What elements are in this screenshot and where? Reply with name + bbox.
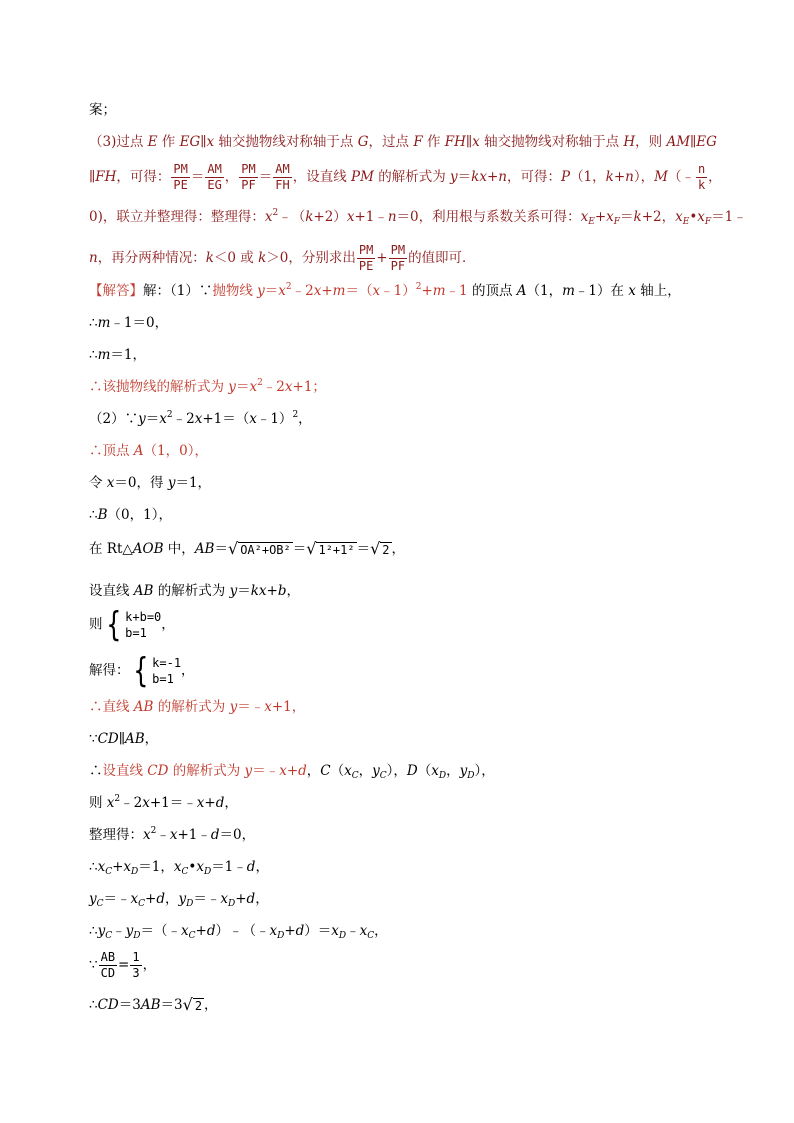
- line-20: 则 $x^2﹣2x+1=﹣x+d$，: [89, 794, 238, 811]
- line-23: $y_C=﹣x_C+d$，$y_D=﹣x_D+d$，: [89, 891, 269, 909]
- fraction-am-eg: $\frac{AM}{EG}$: [207, 162, 222, 192]
- line-0: 案；: [89, 102, 116, 118]
- fraction-ab-cd: $\frac{AB}{CD}$: [100, 950, 116, 980]
- line-18: ∵CD∥AB，: [89, 731, 159, 747]
- line-24: $\therefore y_C﹣y_D=(﹣x_C+d)﹣(﹣x_D+d)=x_D﹣x_C$，: [89, 923, 388, 941]
- equation-system-2: { k=-1 b=1: [132, 651, 182, 691]
- fraction-pm-pe: $\frac{PM}{PE}$: [173, 162, 188, 192]
- fraction-am-fh: $\frac{AM}{FH}$: [275, 162, 290, 192]
- fraction-pm-pf-2: $\frac{PM}{PF}$: [390, 243, 406, 273]
- equation-system-1: { k+b=0 b=1: [105, 605, 162, 645]
- line-6: ∴m﹣1＝0，: [89, 315, 169, 331]
- line-9: $(2)\because y=x^2﹣2x+1=(x﹣1)^2$，: [89, 410, 312, 427]
- line-25: ∵ $\frac{AB}{CD}$ = $\frac{1}{3}$ ，: [89, 950, 157, 980]
- line-2: ∥FH，可得： $\frac{PM}{PE}$ ＝ $\frac{AM}{EG}$ ， $\frac{PM}{PF}$ ＝ $\frac{AM}{FH}$ ，设直线 PM 的解析式为 y＝kx+n，可得：P（1，k+n），M（﹣ $\frac{n}{k}$ ，: [89, 162, 722, 192]
- line-10: ∴顶点 A（1，0），: [89, 443, 208, 459]
- line-13: 在 Rt△AOB 中，AB＝√ OA²+OB² ＝√ 1²+1² ＝√ 2 ，: [89, 539, 406, 558]
- line-17: ∴直线 AB 的解析式为 y＝﹣x+1，: [89, 699, 306, 715]
- line-21: 整理得：$x^2﹣x+1﹣d=0$，: [89, 826, 256, 843]
- line-4: n，再分两种情况：k＜0 或 k＞0，分别求出 $\frac{PM}{PE}$ + $\frac{PM}{PF}$ 的值即可．: [89, 243, 476, 273]
- line-5: 【解答】解：（1）∵抛物线 $y=x^2﹣2x+m=(x﹣1)^2+m﹣1$ 的顶点 A（1，m﹣1）在 x 轴上，: [89, 282, 681, 299]
- fraction-n-k: $\frac{n}{k}$: [697, 162, 706, 192]
- line-3: 0)，联立并整理得：整理得：$x^2﹣(k+2)x+1﹣n=0$，利用根与系数关系可得：$x_E+x_F=k+2$，$x_E•x_F=1﹣$: [89, 208, 747, 227]
- fraction-pm-pe-2: $\frac{PM}{PE}$: [358, 243, 374, 273]
- fraction-pm-pf: $\frac{PM}{PF}$: [241, 162, 256, 192]
- line-1: （3)过点 E 作 EG∥x 轴交抛物线对称轴于点 G，过点 F 作 FH∥x 轴交抛物线对称轴于点 H，则 AM∥EG: [89, 134, 717, 150]
- answer-tag: 【解答】: [89, 283, 143, 299]
- line-8: ∴该抛物线的解析式为 $y=x^2﹣2x+1$；: [89, 378, 326, 395]
- line-7: ∴m＝1，: [89, 347, 146, 363]
- sqrt-one-one: √ 1²+1²: [306, 539, 355, 558]
- sqrt-oa-ob: √ OA²+OB²: [227, 539, 291, 558]
- line-12: ∴B（0，1），: [89, 507, 172, 523]
- line-14: 设直线 AB 的解析式为 y＝kx+b，: [89, 583, 300, 599]
- line-26: ∴CD＝3AB＝3√ 2 ，: [89, 995, 218, 1014]
- fraction-one-three: $\frac{1}{3}$: [132, 950, 140, 980]
- line-22: $\therefore x_C+x_D=1$，$x_C•x_D=1﹣d$，: [89, 859, 269, 877]
- line-16: 解得： { k=-1 b=1 ，: [89, 651, 195, 691]
- line-11: 令 x＝0，得 y＝1，: [89, 475, 212, 491]
- line-15: 则 { k+b=0 b=1 ，: [89, 605, 175, 645]
- sqrt-two: √ 2: [370, 539, 390, 558]
- line-19: ∴设直线 CD 的解析式为 y＝﹣x+d，$C(x_C$，$y_C$），$D(x_D$，$y_D$），: [89, 763, 495, 781]
